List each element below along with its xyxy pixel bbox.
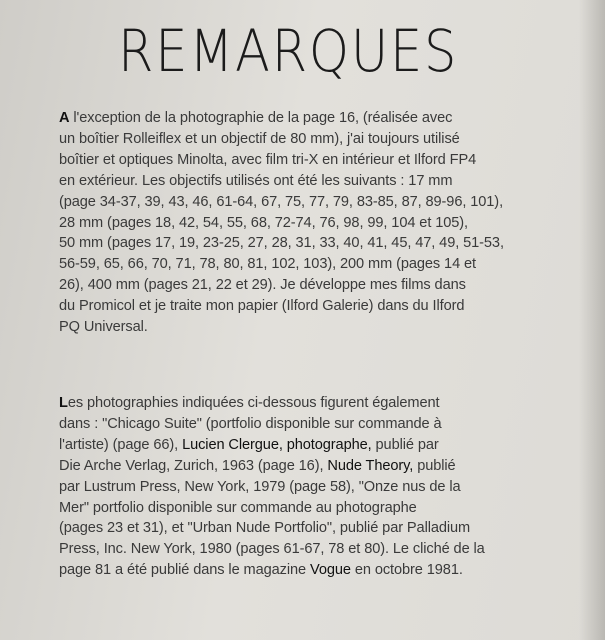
- paragraph-lenses: [59, 108, 579, 338]
- text-run: publié par: [371, 436, 439, 453]
- text-line: 28 mm (pages 18, 42, 54, 55, 68, 72-74, 76, 98, 99, 104 et 105),: [59, 214, 468, 231]
- text-line: Mer" portfolio disponible sur commande au photographe: [59, 499, 417, 516]
- text-line: Press, Inc. New York, 1980 (pages 61-67, 78 et 80). Le cliché de la: [59, 541, 485, 558]
- text-line: dans : "Chicago Suite" (portfolio disponible sur commande à: [59, 415, 442, 432]
- text-run: en octobre 1981.: [350, 562, 463, 579]
- text-run: es photographies indiquées ci-dessous figurent également: [67, 395, 440, 411]
- text-run: Die Arche Verlag, Zurich, 1963 (page 16),: [59, 457, 328, 474]
- text-line: (pages 23 et 31), et "Urban Nude Portfolio", publié par Palladium: [59, 520, 471, 537]
- drop-cap: A: [59, 110, 70, 126]
- drop-cap: L: [59, 395, 68, 411]
- text-line: PQ Universal.: [59, 319, 148, 336]
- text-run: l'artiste) (page 66),: [59, 436, 183, 453]
- text-line: boîtier et optiques Minolta, avec film tri-X en intérieur et Ilford FP4: [59, 151, 477, 168]
- text-line: [59, 456, 579, 477]
- text-run: page 81 a été publié dans le magazine: [59, 562, 310, 579]
- text-line: un boîtier Rolleiflex et un objectif de 80 mm), j'ai toujours utilisé: [59, 130, 460, 147]
- text-line: 26), 400 mm (pages 21, 22 et 29). Je développe mes films dans: [59, 277, 466, 294]
- text-line: par Lustrum Press, New York, 1979 (page 58), "Onze nus de la: [59, 478, 461, 495]
- text-line: 50 mm (pages 17, 19, 23-25, 27, 28, 31, 33, 40, 41, 45, 47, 49, 51-53,: [59, 235, 504, 252]
- text-run: publié: [413, 457, 456, 474]
- paragraph-publications: [59, 393, 579, 581]
- text-line: [59, 108, 579, 129]
- text-line: en extérieur. Les objectifs utilisés ont été les suivants : 17 mm: [59, 172, 453, 189]
- text-line: [59, 435, 579, 456]
- text-line: 56-59, 65, 66, 70, 71, 78, 80, 81, 102, 103), 200 mm (pages 14 et: [59, 256, 477, 273]
- page-edge-shadow: [579, 0, 605, 640]
- magazine-title-vogue: Vogue: [309, 562, 351, 579]
- page-title: REMARQUES: [118, 17, 459, 85]
- text-line: [59, 560, 579, 581]
- book-title-nude-theory: Nude Theory,: [327, 457, 414, 474]
- book-title-clergue: Lucien Clergue, photographe,: [182, 436, 372, 453]
- text-run: l'exception de la photographie de la page 16, (réalisée avec: [69, 110, 453, 126]
- text-line: du Promicol et je traite mon papier (Ilford Galerie) dans du Ilford: [59, 298, 465, 315]
- text-line: (page 34-37, 39, 43, 46, 61-64, 67, 75, 77, 79, 83-85, 87, 89-96, 101),: [59, 193, 504, 210]
- text-line: [59, 393, 579, 414]
